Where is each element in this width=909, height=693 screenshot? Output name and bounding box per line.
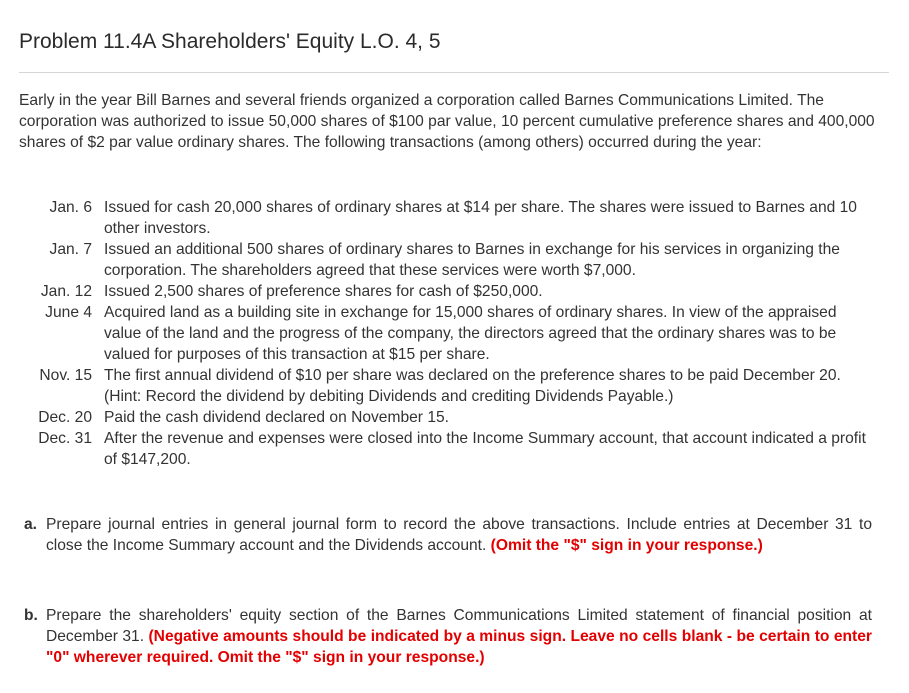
transaction-date: Dec. 20: [38, 409, 92, 426]
transaction-row: [30, 365, 875, 407]
requirement-b: [24, 605, 872, 668]
transaction-date: Dec. 31: [38, 430, 92, 447]
requirement-b-note: (Negative amounts should be indicated by a minus sign. Leave no cells blank - be certain to enter "0" wherever required. Omit the "$" sign in your response.): [46, 628, 872, 666]
transaction-date: June 4: [45, 304, 92, 321]
transaction-description: Acquired land as a building site in exchange for 15,000 shares of ordinary shares. In view of the appraised value of the land and the progress of the company, the directors agreed that the ordinary shares was to be valued for purposes of this transaction at $15 per share.: [104, 304, 837, 363]
transaction-row: [30, 197, 875, 239]
requirement-a-note: (Omit the "$" sign in your response.): [490, 537, 763, 554]
requirement-b-letter: b.: [24, 607, 38, 624]
transaction-row: [30, 407, 875, 428]
requirement-a-instructions: Prepare journal entries in general journal form to record the above transactions. Include entries at December 31 to close the Income Summary account and the Dividends account.: [46, 516, 872, 554]
transaction-description: The first annual dividend of $10 per share was declared on the preference shares to be paid December 20. (Hint: Record the dividend by debiting Dividends and crediting Dividends Payable.): [104, 367, 841, 405]
requirement-a-letter: a.: [24, 516, 38, 533]
transaction-description: Issued an additional 500 shares of ordinary shares to Barnes in exchange for his services in organizing the corporation. The shareholders agreed that these services were worth $7,000.: [104, 241, 840, 279]
transaction-list: [30, 197, 875, 470]
requirement-b-instructions: Prepare the shareholders' equity section of the Barnes Communications Limited statement of financial position at December 31.: [46, 607, 872, 645]
transaction-row: [30, 302, 875, 365]
transaction-description: Issued 2,500 shares of preference shares for cash of $250,000.: [104, 283, 543, 300]
requirement-b-text: [46, 605, 872, 668]
transaction-row: [30, 239, 875, 281]
transaction-row: [30, 428, 875, 470]
problem-title: Problem 11.4A Shareholders' Equity L.O. 4, 5: [19, 30, 441, 53]
transaction-description: After the revenue and expenses were closed into the Income Summary account, that account indicated a profit of $147,200.: [104, 430, 866, 468]
transaction-description: Paid the cash dividend declared on November 15.: [104, 409, 450, 426]
transaction-description: Issued for cash 20,000 shares of ordinary shares at $14 per share. The shares were issued to Barnes and 10 other investors.: [104, 199, 857, 237]
problem-intro: Early in the year Bill Barnes and several friends organized a corporation called Barnes Communications Limited. The corporation was authorized to issue 50,000 shares of $100 par value, 10 percent cumulative preference shares and 400,000 shares of $2 par value ordinary shares. The following transactions (among others) occurred during the year:: [19, 92, 875, 151]
title-divider: [19, 72, 889, 73]
transaction-date: Jan. 6: [49, 199, 92, 216]
transaction-date: Jan. 12: [40, 283, 92, 300]
transaction-date: Jan. 7: [49, 241, 92, 258]
requirement-a: [24, 514, 872, 556]
requirement-a-text: [46, 514, 872, 556]
transaction-date: Nov. 15: [39, 367, 92, 384]
transaction-row: [30, 281, 875, 302]
